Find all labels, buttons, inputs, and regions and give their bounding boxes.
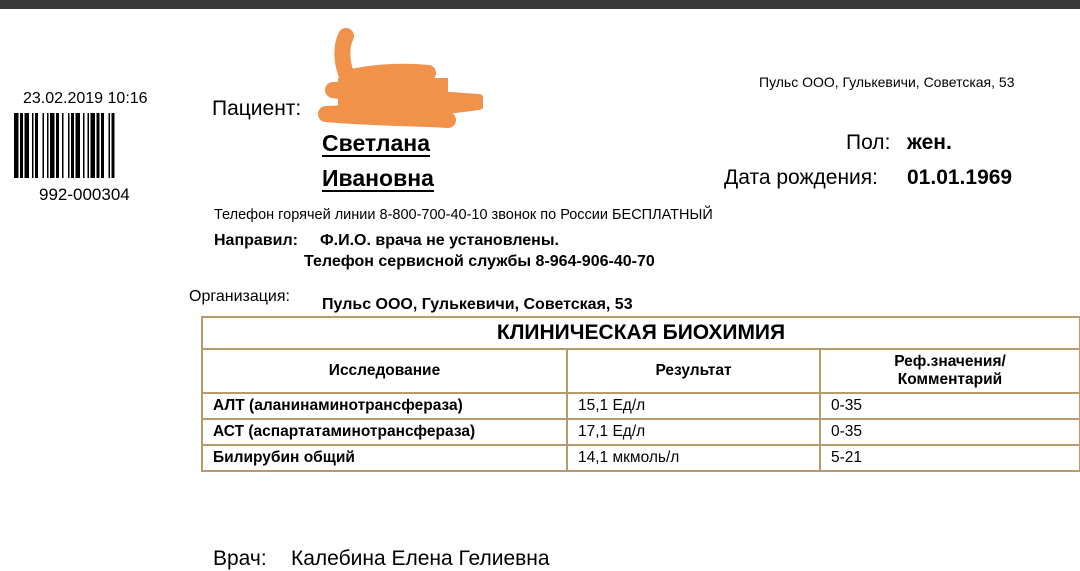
- test-name: Билирубин общий: [202, 445, 567, 471]
- column-header-reference: Реф.значения/ Комментарий: [820, 349, 1080, 393]
- birthdate-value: 01.01.1969: [907, 166, 1013, 189]
- doctor-name: Калебина Елена Гелиевна: [291, 547, 550, 570]
- barcode-bar: [68, 113, 70, 178]
- barcode-bar: [83, 113, 85, 178]
- table-row: [202, 445, 1080, 471]
- results-section-title: КЛИНИЧЕСКАЯ БИОХИМИЯ: [202, 317, 1080, 349]
- barcode-bar: [47, 113, 49, 178]
- test-name: АСТ (аспартатаминотрансфераза): [202, 419, 567, 445]
- results-table: [201, 316, 1080, 472]
- lab-address: Пульс ООО, Гулькевичи, Советская, 53: [759, 74, 1015, 90]
- barcode-bar: [62, 113, 64, 178]
- barcode-bar: [50, 113, 55, 178]
- doctor-label: Врач:: [213, 547, 267, 570]
- barcode-bar: [91, 113, 96, 178]
- column-header-test: Исследование: [202, 349, 567, 393]
- test-reference: 0-35: [820, 419, 1080, 445]
- patient-middle-name: Ивановна: [322, 165, 434, 191]
- barcode-bar: [56, 113, 59, 178]
- barcode: [14, 113, 159, 178]
- barcode-bar: [20, 113, 23, 178]
- patient-label: Пациент:: [212, 97, 302, 120]
- hotline-text: Телефон горячей линии 8-800-700-40-10 звонок по России БЕСПЛАТНЫЙ: [214, 207, 713, 223]
- referrer-label: Направил:: [214, 232, 298, 249]
- barcode-bar: [112, 113, 115, 178]
- test-reference: 5-21: [820, 445, 1080, 471]
- organization-value: Пульс ООО, Гулькевичи, Советская, 53: [322, 296, 633, 313]
- barcode-bar: [43, 113, 45, 178]
- barcode-bar: [25, 113, 30, 178]
- barcode-bar: [97, 113, 100, 178]
- barcode-bar: [76, 113, 81, 178]
- test-result: 17,1 Ед/л: [567, 419, 820, 445]
- barcode-bar: [109, 113, 111, 178]
- barcode-bar: [35, 113, 38, 178]
- sex-label: Пол:: [846, 131, 891, 154]
- barcode-bar: [88, 113, 90, 178]
- barcode-bar: [14, 113, 19, 178]
- referrer-value: Ф.И.О. врача не установлены.: [320, 232, 559, 249]
- table-row: [202, 393, 1080, 419]
- test-result: 14,1 мкмоль/л: [567, 445, 820, 471]
- top-bar: [0, 0, 1080, 9]
- test-result: 15,1 Ед/л: [567, 393, 820, 419]
- service-phone: Телефон сервисной службы 8-964-906-40-70: [304, 253, 655, 270]
- sex-value: жен.: [907, 131, 952, 154]
- test-name: АЛТ (аланинаминотрансфераза): [202, 393, 567, 419]
- organization-label: Организация:: [189, 288, 290, 305]
- barcode-bar: [101, 113, 104, 178]
- birthdate-label: Дата рождения:: [724, 166, 878, 189]
- patient-first-name: Светлана: [322, 130, 430, 156]
- barcode-bar: [71, 113, 74, 178]
- redaction-scribble: [318, 28, 483, 128]
- table-row: [202, 419, 1080, 445]
- print-datetime: 23.02.2019 10:16: [23, 90, 148, 107]
- table-header-row: [202, 349, 1080, 393]
- column-header-result: Результат: [567, 349, 820, 393]
- barcode-bar: [32, 113, 34, 178]
- test-reference: 0-35: [820, 393, 1080, 419]
- barcode-number: 992-000304: [39, 185, 130, 204]
